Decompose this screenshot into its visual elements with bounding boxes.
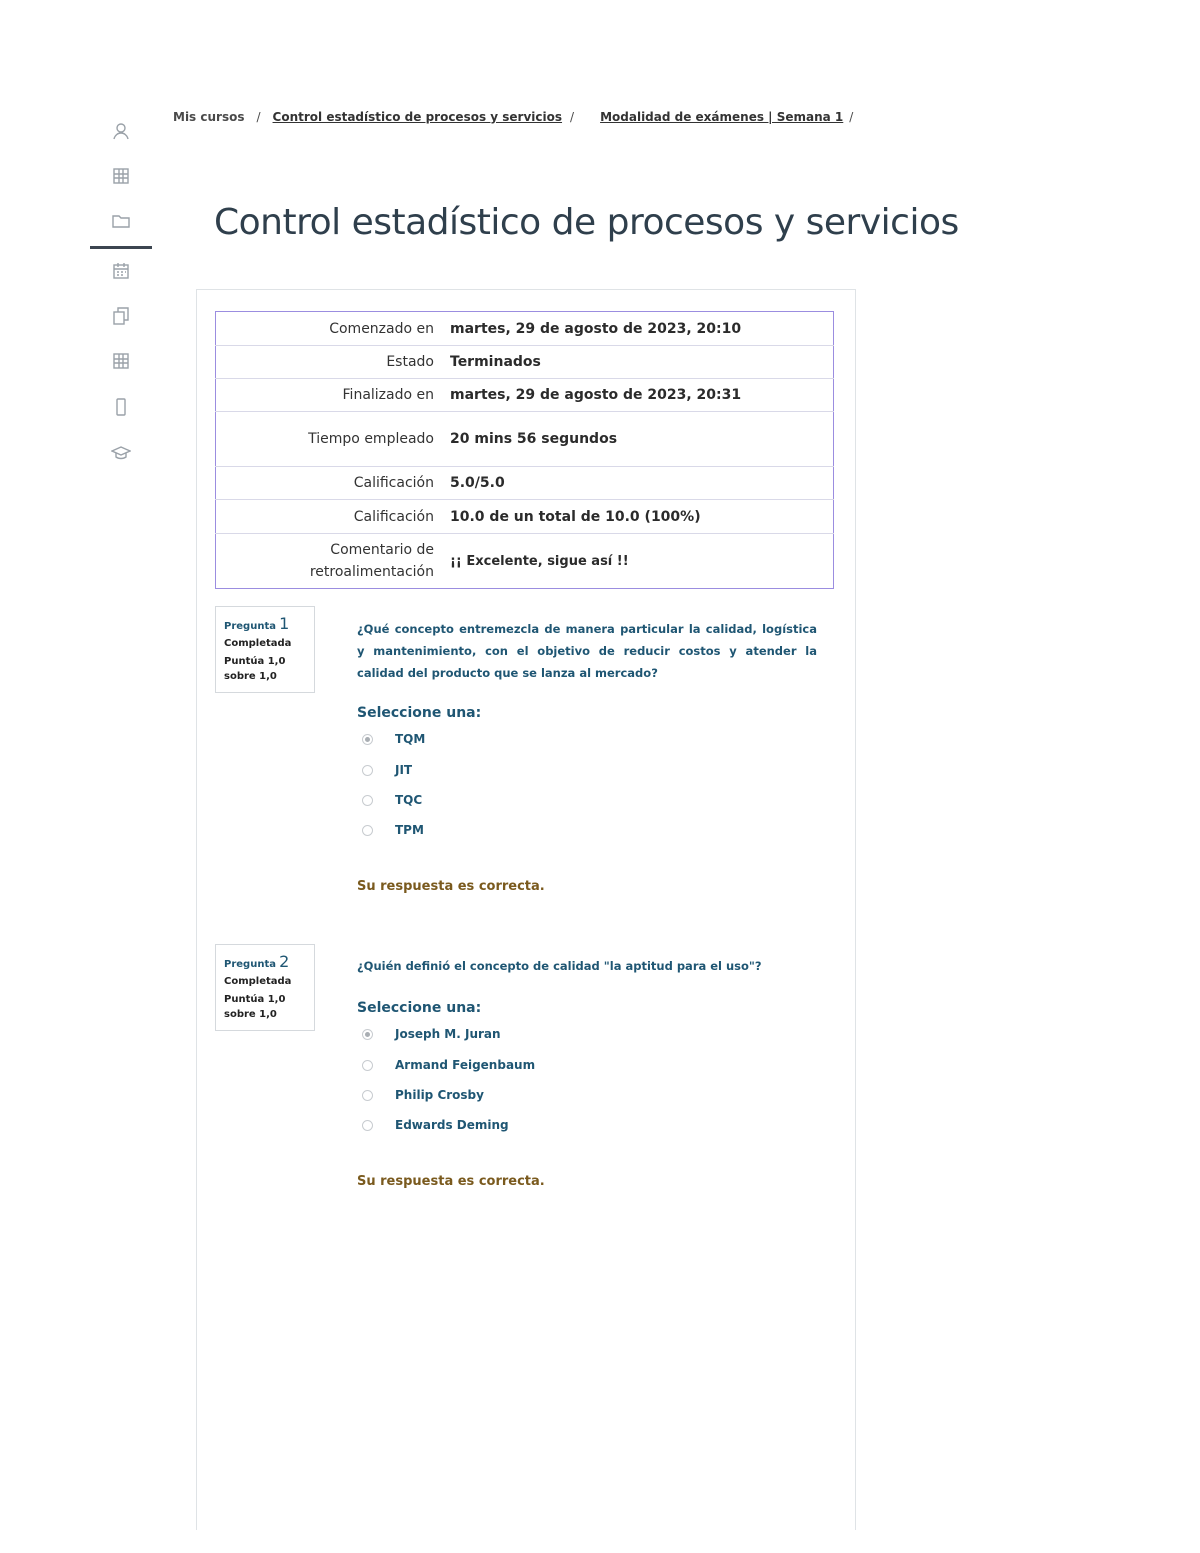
answer-feedback: Su respuesta es correcta. xyxy=(357,879,545,894)
folder-icon[interactable] xyxy=(110,210,132,232)
summary-row xyxy=(216,379,834,412)
question-info-box xyxy=(215,606,315,693)
answer-prompt: Seleccione una: xyxy=(357,1000,482,1016)
answer-option[interactable] xyxy=(362,820,424,840)
grid-icon[interactable] xyxy=(110,350,132,372)
summary-row xyxy=(216,346,834,379)
answer-option-label: Philip Crosby xyxy=(395,1088,484,1102)
answer-option-label: TPM xyxy=(395,823,424,837)
summary-value: 5.0/5.0 xyxy=(446,467,834,500)
breadcrumb-section-link[interactable]: Modalidad de exámenes | Semana 1 xyxy=(600,110,844,124)
copy-icon[interactable] xyxy=(110,305,132,327)
summary-key: Calificación xyxy=(216,467,447,500)
summary-value: ¡¡ Excelente, sigue así !! xyxy=(450,553,629,569)
breadcrumb-separator: / xyxy=(570,110,575,124)
summary-key: Comenzado en xyxy=(216,312,447,346)
radio-button[interactable] xyxy=(362,765,373,776)
answer-option-label: Edwards Deming xyxy=(395,1118,509,1132)
radio-button[interactable] xyxy=(362,795,373,806)
graduation-cap-icon[interactable] xyxy=(110,442,132,464)
summary-value: 10.0 de un total de 10.0 (100%) xyxy=(446,500,834,534)
summary-value: martes, 29 de agosto de 2023, 20:31 xyxy=(446,379,834,412)
answer-option[interactable] xyxy=(362,1055,535,1075)
answer-option-label: Joseph M. Juran xyxy=(395,1027,501,1041)
summary-row xyxy=(216,500,834,534)
breadcrumb xyxy=(173,110,859,124)
summary-key: Calificación xyxy=(216,500,447,534)
radio-button[interactable] xyxy=(362,1060,373,1071)
question-number: 2 xyxy=(279,952,290,971)
radio-button[interactable] xyxy=(362,825,373,836)
radio-button[interactable] xyxy=(362,1120,373,1131)
device-icon[interactable] xyxy=(110,396,132,418)
answer-option[interactable] xyxy=(362,1115,509,1135)
question-text: ¿Quién definió el concepto de calidad "la aptitud para el uso"? xyxy=(357,959,762,973)
question-label: Pregunta xyxy=(224,621,276,632)
user-icon[interactable] xyxy=(110,120,132,142)
question-state: Completada xyxy=(224,976,292,987)
summary-row xyxy=(216,467,834,500)
summary-key: Tiempo empleado xyxy=(216,412,447,467)
answer-option[interactable] xyxy=(362,1024,501,1044)
summary-key: Finalizado en xyxy=(216,379,447,412)
radio-button-selected[interactable] xyxy=(362,734,373,745)
radio-button-selected[interactable] xyxy=(362,1029,373,1040)
question-state: Completada xyxy=(224,638,292,649)
answer-option[interactable] xyxy=(362,1085,484,1105)
breadcrumb-home[interactable]: Mis cursos xyxy=(173,110,245,124)
answer-feedback: Su respuesta es correcta. xyxy=(357,1174,545,1189)
attempt-summary-table xyxy=(215,311,834,589)
breadcrumb-separator: / xyxy=(256,110,261,124)
breadcrumb-course-link[interactable]: Control estadístico de procesos y servicios xyxy=(272,110,563,124)
answer-option[interactable] xyxy=(362,729,425,749)
page-title: Control estadístico de procesos y servicios xyxy=(214,202,959,243)
grid-icon[interactable] xyxy=(110,165,132,187)
question-info-box xyxy=(215,944,315,1031)
question-points: Puntúa 1,0 sobre 1,0 xyxy=(224,656,286,682)
question-points: Puntúa 1,0 sobre 1,0 xyxy=(224,994,286,1020)
summary-value: 20 mins 56 segundos xyxy=(446,412,834,467)
active-nav-indicator xyxy=(90,246,152,249)
summary-key: Estado xyxy=(216,346,447,379)
answer-option[interactable] xyxy=(362,760,412,780)
summary-key: Comentario de retroalimentación xyxy=(309,542,434,580)
answer-option[interactable] xyxy=(362,790,422,810)
answer-prompt: Seleccione una: xyxy=(357,705,482,721)
breadcrumb-separator: / xyxy=(849,110,854,124)
question-text: ¿Qué concepto entremezcla de manera particular la calidad, logística y mantenimiento, con el objetivo de reducir costos y atender la calidad del producto que se lanza al mercado? xyxy=(357,622,817,680)
answer-option-label: JIT xyxy=(395,763,413,777)
answer-option-label: Armand Feigenbaum xyxy=(395,1058,536,1072)
radio-button[interactable] xyxy=(362,1090,373,1101)
question-number: 1 xyxy=(279,614,290,633)
calendar-icon[interactable] xyxy=(110,260,132,282)
question-label: Pregunta xyxy=(224,959,276,970)
answer-option-label: TQC xyxy=(395,793,423,807)
answer-option-label: TQM xyxy=(395,732,426,746)
summary-row xyxy=(216,534,834,589)
summary-row xyxy=(216,312,834,346)
summary-value: martes, 29 de agosto de 2023, 20:10 xyxy=(446,312,834,346)
summary-value: Terminados xyxy=(446,346,834,379)
summary-row xyxy=(216,412,834,467)
